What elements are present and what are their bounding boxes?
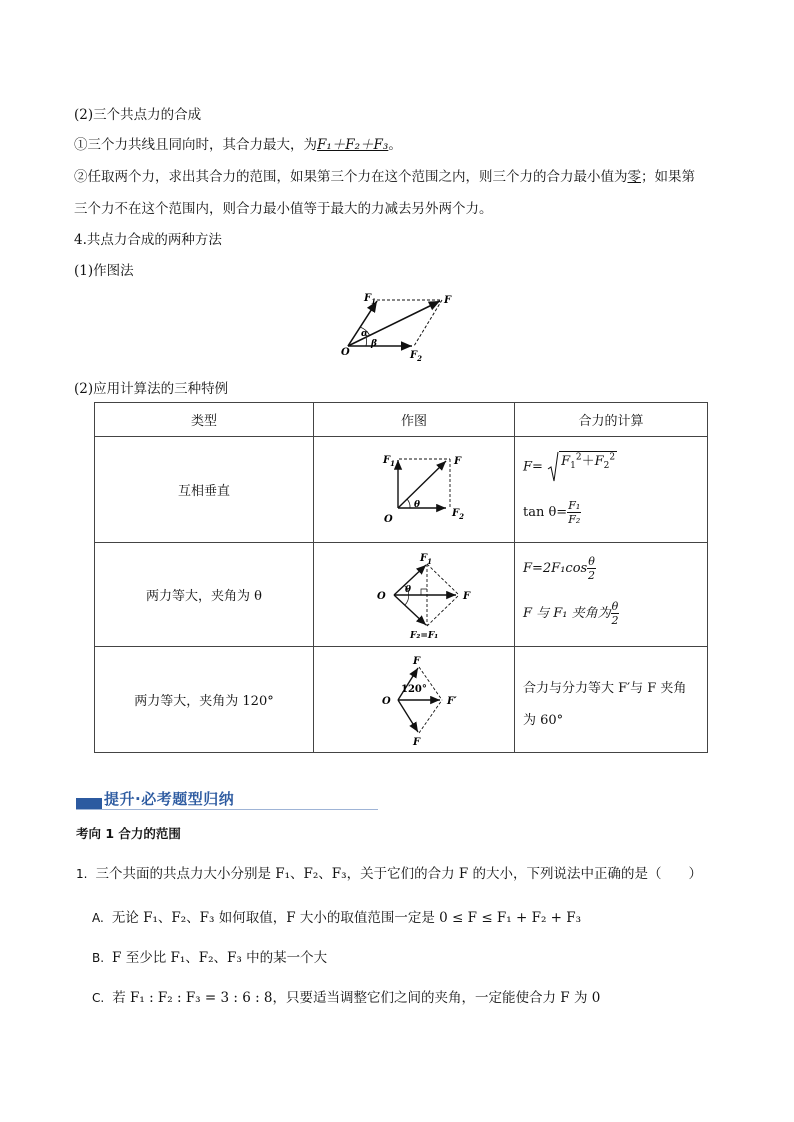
label-f2: $F_2$ bbox=[410, 350, 422, 363]
cell-calc bbox=[515, 437, 708, 543]
formula-resultant bbox=[523, 451, 617, 483]
angle-120-diagram bbox=[376, 655, 476, 747]
special-cases-table bbox=[94, 402, 708, 753]
label-f1: $F_1$ bbox=[383, 455, 395, 468]
calc-line2: 为 60° bbox=[523, 713, 564, 728]
equal-forces-diagram bbox=[374, 552, 484, 638]
item2-text-end: ；如果第 bbox=[641, 169, 695, 185]
option-c[interactable] bbox=[92, 986, 600, 1006]
cell-calc bbox=[515, 543, 708, 647]
cos-fraction: $\frac{\theta}{2}$ bbox=[588, 555, 596, 582]
calc-line1: 合力与分力等大 F′与 F 夹角 bbox=[523, 681, 687, 696]
cell-figure bbox=[314, 647, 515, 753]
option-a[interactable] bbox=[92, 906, 581, 926]
option-text: F 至少比 F₁、F₂、F₃ 中的某一个大 bbox=[112, 950, 328, 966]
section-heading-4: 4.共点力合成的两种方法 bbox=[74, 232, 222, 248]
formula-lhs: F= bbox=[523, 459, 543, 475]
label-f-bottom: F bbox=[413, 737, 421, 747]
section-banner bbox=[76, 788, 378, 810]
label-f: F bbox=[454, 456, 462, 467]
header-type: 类型 bbox=[95, 403, 314, 437]
option-letter: A. bbox=[92, 911, 104, 925]
label-f-prime: F′ bbox=[447, 696, 457, 707]
cell-figure bbox=[314, 543, 515, 647]
tan-fraction: $\frac{\text{F₁}}{\text{F₂}}$ bbox=[568, 499, 581, 526]
item2-text: ②任取两个力，求出其合力的范围，如果第三个力在这个范围之内，则三个力的合力最小值为 bbox=[74, 169, 628, 185]
label-origin: O bbox=[384, 514, 393, 524]
formula-lhs: F=2F₁cos bbox=[523, 561, 588, 576]
perpendicular-diagram bbox=[380, 452, 480, 524]
parallelogram-diagram bbox=[330, 288, 470, 364]
question-number: 1. bbox=[76, 867, 88, 881]
cell-type: 两力等大，夹角为 120° bbox=[95, 647, 314, 753]
label-theta: θ bbox=[405, 585, 412, 595]
label-f2: $F_2$ bbox=[452, 508, 464, 521]
label-f2-eq-f1: F₂=F₁ bbox=[410, 631, 439, 638]
label-f: F bbox=[444, 295, 452, 306]
tan-label: tan θ= bbox=[523, 505, 568, 520]
header-calc: 合力的计算 bbox=[515, 403, 708, 437]
item1-text: ①三个力共线且同向时，其合力最大，为 bbox=[74, 137, 317, 153]
cell-calc bbox=[515, 647, 708, 753]
label-origin: O bbox=[377, 591, 386, 602]
question-stem bbox=[76, 862, 702, 882]
table-header-row bbox=[95, 403, 708, 437]
section-heading: (2)三个共点力的合成 bbox=[74, 107, 202, 123]
paragraph-item2-line2: 三个力不在这个范围内，则合力最小值等于最大的力减去另外两个力。 bbox=[74, 201, 493, 217]
option-letter: C. bbox=[92, 991, 105, 1005]
label-f: F bbox=[463, 591, 471, 602]
option-text: 若 F₁ : F₂ : F₃ = 3 : 6 : 8，只要适当调整它们之间的夹角，一定能使合力 F 为 0 bbox=[112, 990, 601, 1006]
angle-fraction: $\frac{\theta}{2}$ bbox=[611, 600, 619, 627]
label-origin: O bbox=[341, 347, 350, 358]
angle-text: F 与 F₁ 夹角为 bbox=[523, 606, 611, 621]
cell-figure bbox=[314, 437, 515, 543]
formula-angle bbox=[523, 600, 619, 627]
cell-type: 互相垂直 bbox=[95, 437, 314, 543]
item2-answer: 零 bbox=[627, 169, 641, 185]
label-origin: O bbox=[382, 696, 391, 707]
label-angle: 120° bbox=[401, 684, 427, 695]
banner-rule bbox=[76, 809, 378, 810]
cell-type: 两力等大，夹角为 θ bbox=[95, 543, 314, 647]
sqrt-sign bbox=[547, 451, 559, 483]
table-row bbox=[95, 543, 708, 647]
item1-end: 。 bbox=[388, 137, 402, 153]
table-row bbox=[95, 437, 708, 543]
sqrt-radicand: $F_1^2+F_2^2$ bbox=[561, 452, 616, 471]
label-theta: θ bbox=[414, 500, 421, 510]
question-text: 三个共面的共点力大小分别是 F₁、F₂、F₃，关于它们的合力 F 的大小，下列说法中正确的是（ ） bbox=[95, 866, 703, 882]
formula-tan bbox=[523, 499, 581, 526]
option-text: 无论 F₁、F₂、F₃ 如何取值，F 大小的取值范围一定是 0 ≤ F ≤ F₁ + F₂ + F₃ bbox=[111, 910, 582, 926]
label-f1: $F_1$ bbox=[364, 293, 376, 306]
header-figure: 作图 bbox=[314, 403, 515, 437]
paragraph-item2-line1 bbox=[74, 165, 695, 185]
label-beta: β bbox=[371, 339, 377, 349]
topic-heading: 考向 1 合力的范围 bbox=[76, 826, 181, 841]
formula-resultant bbox=[523, 555, 596, 582]
method1-label: (1)作图法 bbox=[74, 263, 134, 279]
item1-answer: F₁＋F₂＋F₃ bbox=[317, 137, 389, 153]
label-f1: $F_1$ bbox=[420, 553, 432, 566]
paragraph-item1 bbox=[74, 133, 402, 153]
method2-label: (2)应用计算法的三种特例 bbox=[74, 381, 229, 397]
option-b[interactable] bbox=[92, 946, 327, 966]
label-f-top: F bbox=[413, 656, 421, 667]
banner-title: 提升·必考题型归纳 bbox=[104, 790, 235, 808]
option-letter: B. bbox=[92, 951, 105, 965]
label-alpha: α bbox=[361, 329, 368, 339]
table-row bbox=[95, 647, 708, 753]
